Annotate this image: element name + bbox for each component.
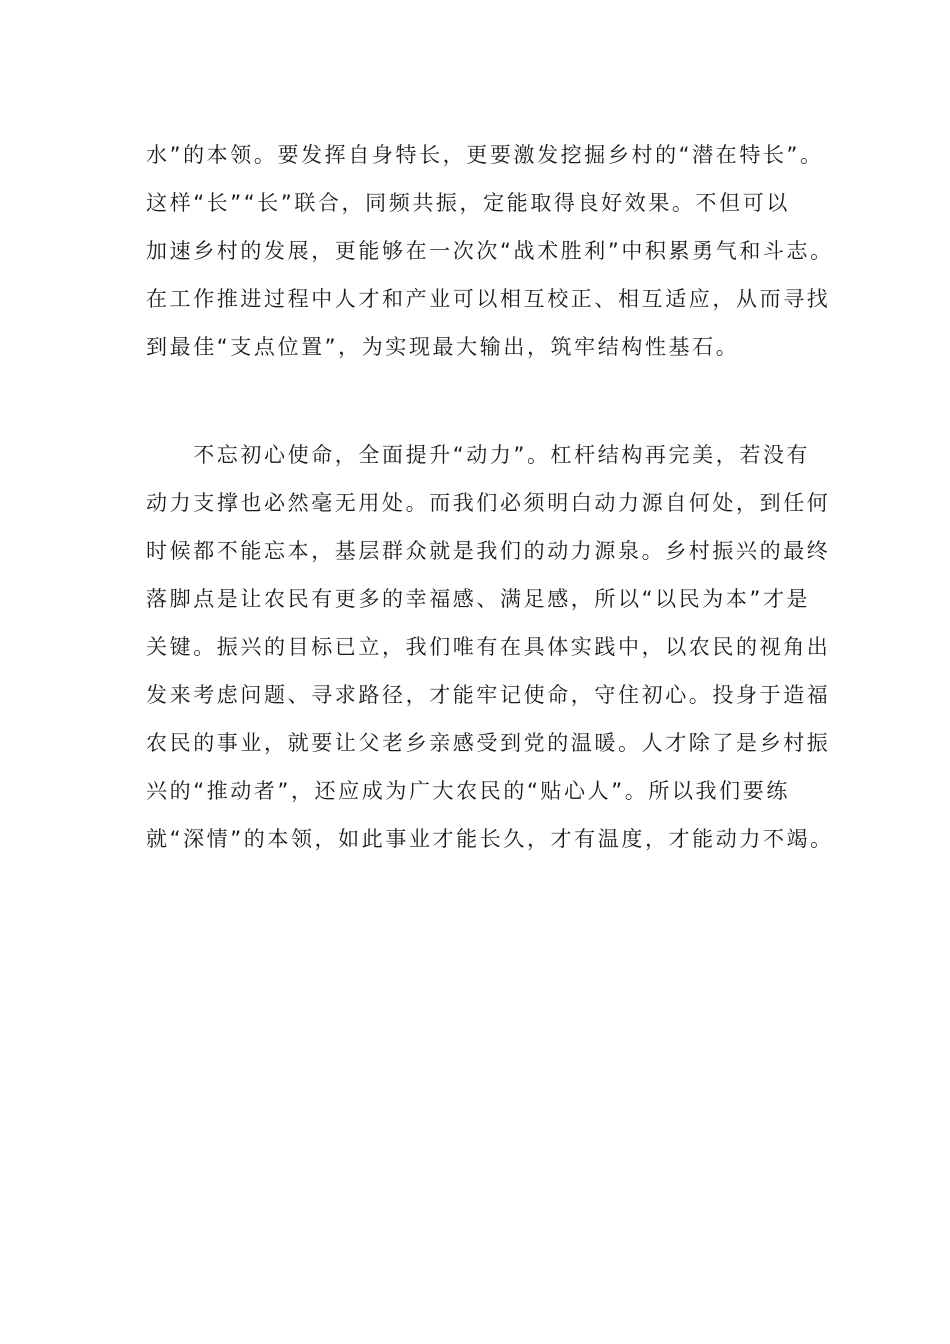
paragraph-2 <box>146 431 834 863</box>
text-line: 加速乡村的发展，更能够在一次次“战术胜利”中积累勇气和斗志。 <box>146 239 834 263</box>
text-line: 不忘初心使命，全面提升“动力”。杠杆结构再完美，若没有 <box>146 443 811 467</box>
text-line: 农民的事业，就要让父老乡亲感受到党的温暖。人才除了是乡村振 <box>146 731 831 755</box>
paragraph-1 <box>146 131 834 371</box>
text-line: 就“深情”的本领，如此事业才能长久，才有温度，才能动力不竭。 <box>146 827 834 851</box>
text-line: 时候都不能忘本，基层群众就是我们的动力源泉。乡村振兴的最终 <box>146 539 831 563</box>
text-line: 动力支撑也必然毫无用处。而我们必须明白动力源自何处，到任何 <box>146 491 831 515</box>
text-line: 在工作推进过程中人才和产业可以相互校正、相互适应，从而寻找 <box>146 287 831 311</box>
text-line: 水”的本领。要发挥自身特长，更要激发挖掘乡村的“潜在特长”。 <box>146 143 824 167</box>
text-line: 发来考虑问题、寻求路径，才能牢记使命，守住初心。投身于造福 <box>146 683 831 707</box>
text-line: 到最佳“支点位置”，为实现最大输出，筑牢结构性基石。 <box>146 335 740 359</box>
text-line: 落脚点是让农民有更多的幸福感、满足感，所以“以民为本”才是 <box>146 587 811 611</box>
text-line: 这样“长”“长”联合，同频共振，定能取得良好效果。不但可以 <box>146 191 790 215</box>
text-line: 关键。振兴的目标已立，我们唯有在具体实践中，以农民的视角出 <box>146 635 831 659</box>
text-line: 兴的“推动者”，还应成为广大农民的“贴心人”。所以我们要练 <box>146 779 790 803</box>
